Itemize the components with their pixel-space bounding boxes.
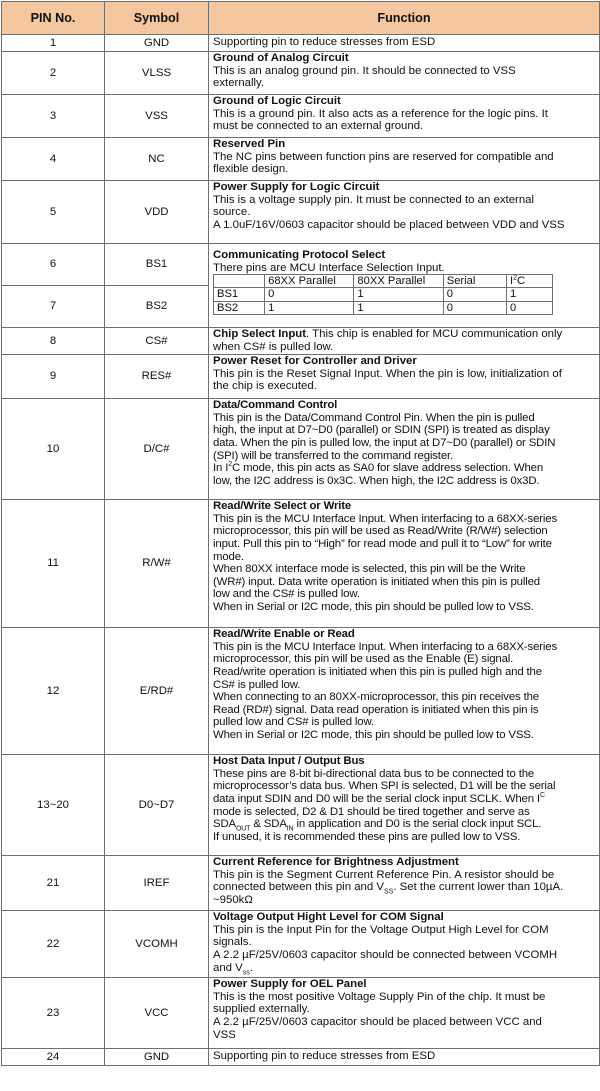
function-line: and $V_{ss}$.: [213, 961, 253, 976]
function-line: high, the input at D7~D0 (parallel) or SDIN (SPI) is treated as display: [213, 424, 550, 437]
header-pin-no: PIN No.: [2, 2, 105, 35]
function-line: pulled low and CS# is pulled low.: [213, 716, 374, 729]
pin-number: 22: [2, 911, 105, 978]
function-line: supplied externally.: [213, 1003, 310, 1016]
function-title: Read/Write Enable or Read: [213, 628, 355, 641]
function-line: Read (RD#) signal. Data read operation is initiated when this pin is: [213, 703, 539, 716]
pin-number: 23: [2, 978, 105, 1049]
pin-number: 3: [2, 95, 105, 138]
function-line: must be connected to an external ground.: [213, 120, 424, 133]
pin-number: 1: [2, 35, 105, 52]
function-line: VSS: [213, 1028, 236, 1041]
bus-select-row: [214, 288, 553, 301]
function-line: Read/write operation is initiated when this pin is pulled high and the: [213, 665, 542, 678]
table-row: [2, 138, 600, 181]
pin-number: 11: [2, 500, 105, 628]
function-title: Host Data Input / Output Bus: [213, 755, 365, 768]
pin-function: [209, 35, 600, 52]
table-row: [2, 181, 600, 244]
function-line: This is the most positive Voltage Supply Pin of the chip. It must be: [213, 990, 546, 1003]
function-title: Reserved Pin: [213, 138, 286, 150]
pin-function: [209, 328, 600, 355]
function-line: (SPI) will be transferred to the command register.: [213, 449, 454, 462]
bus-select-cell: 1: [354, 301, 443, 314]
bus-select-cell: 1: [265, 301, 354, 314]
pin-function: [209, 399, 600, 500]
function-title: Power Supply for Logic Circuit: [213, 181, 380, 193]
bus-select-cell: 1: [507, 288, 553, 301]
table-row: [2, 244, 600, 286]
pin-number: 21: [2, 856, 105, 911]
bus-select-header: $I^2C$: [507, 275, 553, 288]
function-line: microprocessor, this pin will be used as Read/Write (R/W#) selection: [213, 525, 548, 538]
function-line: microprocessor’s data bus. When SPI is selected, D1 will be the serial: [213, 780, 556, 793]
pin-function: [209, 628, 600, 755]
pin-symbol: VCC: [105, 978, 209, 1049]
function-title: Power Supply for OEL Panel: [213, 978, 367, 991]
table-row: [2, 95, 600, 138]
header-function: Function: [209, 2, 600, 35]
function-title: Current Reference for Brightness Adjustment: [213, 856, 459, 869]
pin-number: 10: [2, 399, 105, 500]
pin-symbol: D0~D7: [105, 755, 209, 856]
bus-select-cell: 0: [443, 301, 506, 314]
function-line: This pin is the MCU Interface Input. When interfacing to a 68XX-series: [213, 512, 558, 525]
table-row: [2, 328, 600, 355]
pin-function: [209, 244, 600, 328]
pin-function: [209, 355, 600, 399]
bus-select-table: [213, 274, 553, 315]
pin-function: [209, 52, 600, 95]
table-row: [2, 500, 600, 628]
function-line: This pin is the MCU Interface Input. When interfacing to a 68XX-series: [213, 640, 558, 653]
function-line: This pin is the Segment Current Reference Pin. A resistor should be: [213, 868, 555, 881]
pin-symbol: RES#: [105, 355, 209, 399]
function-line: signals.: [213, 936, 252, 949]
pin-symbol: D/C#: [105, 399, 209, 500]
function-line: This is an analog ground pin. It should be connected to VSS: [213, 64, 516, 77]
function-title: Data/Command Control: [213, 399, 338, 412]
table-row: [2, 628, 600, 755]
pin-symbol: E/RD#: [105, 628, 209, 755]
pin-function-table: [1, 1, 600, 1066]
pin-symbol: CS#: [105, 328, 209, 355]
function-line: This pin is the Reset Signal Input. When the pin is low, initialization of: [213, 367, 562, 380]
pin-function: [209, 500, 600, 628]
bus-select-cell: 0: [507, 301, 553, 314]
table-row: [2, 978, 600, 1049]
function-line: This is a ground pin. It also acts as a reference for the logic pins. It: [213, 107, 548, 120]
function-line: input. Pull this pin to “High” for read mode and pull it to “Low” for write: [213, 537, 552, 550]
function-title: Communicating Protocol Select: [213, 249, 386, 261]
bus-select-header: [214, 275, 265, 288]
pin-symbol: BS2: [105, 286, 209, 328]
function-line: A 1.0uF/16V/0603 capacitor should be placed between VDD and VSS: [213, 218, 565, 231]
function-line: when CS# is pulled low.: [213, 340, 334, 353]
pin-number: 4: [2, 138, 105, 181]
function-line: When in Serial or I2C mode, this pin should be pulled low to VSS.: [213, 600, 534, 613]
pin-number: 13~20: [2, 755, 105, 856]
function-line: source.: [213, 206, 251, 219]
table-header-row: [2, 2, 600, 35]
bus-select-header-row: [214, 275, 553, 288]
pin-number: 24: [2, 1049, 105, 1066]
function-line: When in Serial or I2C mode, this pin should be pulled low to VSS.: [213, 728, 534, 741]
function-line: data input SDIN and D0 will be the serial clock input SCLK. When $I^C$: [213, 792, 545, 805]
function-line: mode is selected, D2 & D1 should be tired together and serve as: [213, 805, 530, 818]
bus-select-cell: 1: [354, 288, 443, 301]
function-line: This pin is the Data/Command Control Pin. When the pin is pulled: [213, 411, 535, 424]
function-line: ~950kΩ: [213, 893, 253, 906]
function-line: This pin is the Input Pin for the Voltage Output High Level for COM: [213, 923, 549, 936]
function-line: These pins are 8-bit bi-directional data bus to be connected to the: [213, 767, 535, 780]
pin-symbol: R/W#: [105, 500, 209, 628]
pin-number: 5: [2, 181, 105, 244]
bus-select-cell: 0: [265, 288, 354, 301]
pin-symbol: VDD: [105, 181, 209, 244]
function-line: A 2.2 µF/25V/0603 capacitor should be connected between VCOMH: [213, 948, 558, 961]
function-line: $SDA_{OUT}$ & $SDA_{IN}$ in application and D0 is the serial clock input SCL.: [213, 818, 542, 833]
function-line: microprocessor, this pin will be used as the Enable (E) signal.: [213, 653, 514, 666]
function-title: Power Reset for Controller and Driver: [213, 355, 417, 368]
pin-symbol: GND: [105, 1049, 209, 1066]
pin-function: [209, 181, 600, 244]
function-line: Supporting pin to reduce stresses from ESD: [213, 1050, 436, 1063]
pin-function: [209, 978, 600, 1049]
function-line: (WR#) input. Data write operation is initiated when this pin is pulled: [213, 575, 540, 588]
table-row: [2, 399, 600, 500]
function-title: Voltage Output Hight Level for COM Signal: [213, 911, 444, 924]
pin-function: [209, 856, 600, 911]
function-line: There pins are MCU Interface Selection Input.: [213, 261, 445, 274]
bus-select-cell: BS2: [214, 301, 265, 314]
function-line: externally.: [213, 77, 265, 90]
table-row: [2, 35, 600, 52]
pin-number: 2: [2, 52, 105, 95]
function-title: Ground of Logic Circuit: [213, 95, 341, 107]
pin-number: 7: [2, 286, 105, 328]
pin-function: [209, 138, 600, 181]
pin-function: [209, 755, 600, 856]
function-line: flexible design.: [213, 163, 289, 176]
function-line: A 2.2 µF/25V/0603 capacitor should be placed between VCC and: [213, 1015, 542, 1028]
pin-symbol: NC: [105, 138, 209, 181]
pin-symbol: VCOMH: [105, 911, 209, 978]
bus-select-cell: BS1: [214, 288, 265, 301]
bus-select-row: [214, 301, 553, 314]
function-line: the chip is executed.: [213, 380, 317, 393]
function-line: data. When the pin is pulled low, the input at D7~D0 (parallel) or SDIN: [213, 436, 556, 449]
header-symbol: Symbol: [105, 2, 209, 35]
pin-function: [209, 95, 600, 138]
function-line: CS# is pulled low.: [213, 678, 301, 691]
pin-number: 6: [2, 244, 105, 286]
pin-function: [209, 911, 600, 978]
table-row: [2, 1049, 600, 1066]
function-line: low, the I2C address is 0x3C. When high, the I2C address is 0x3D.: [213, 474, 540, 487]
function-title: Chip Select Input: [213, 328, 307, 340]
bus-select-header: 68XX Parallel: [265, 275, 354, 288]
pin-number: 8: [2, 328, 105, 355]
function-line: The NC pins between function pins are reserved for compatible and: [213, 150, 554, 163]
function-line: Chip Select Input. This chip is enabled for MCU communication only: [213, 328, 563, 340]
function-line: low and the CS# is pulled low.: [213, 588, 360, 601]
bus-select-header: Serial: [443, 275, 506, 288]
pin-function: [209, 1049, 600, 1066]
function-line: If unused, it is recommended these pins are pulled low to VSS.: [213, 830, 521, 843]
pin-number: 9: [2, 355, 105, 399]
table-row: [2, 856, 600, 911]
function-line: mode.: [213, 550, 244, 563]
table-row: [2, 911, 600, 978]
pin-symbol: VSS: [105, 95, 209, 138]
function-title: Read/Write Select or Write: [213, 500, 352, 513]
function-title: Ground of Analog Circuit: [213, 52, 349, 64]
function-line: Supporting pin to reduce stresses from ESD: [213, 36, 436, 49]
function-line: When 80XX interface mode is selected, this pin will be the Write: [213, 563, 526, 576]
table-row: [2, 355, 600, 399]
bus-select-header: 80XX Parallel: [354, 275, 443, 288]
pin-symbol: GND: [105, 35, 209, 52]
pin-symbol: IREF: [105, 856, 209, 911]
table-row: [2, 755, 600, 856]
function-line: In $I^2C$ mode, this pin acts as SA0 for slave address selection. When: [213, 461, 544, 475]
table-row: [2, 52, 600, 95]
pin-symbol: VLSS: [105, 52, 209, 95]
pin-symbol: BS1: [105, 244, 209, 286]
function-line: When connecting to an 80XX-microprocessor, this pin receives the: [213, 691, 539, 704]
function-line: This is a voltage supply pin. It must be connected to an external: [213, 193, 535, 206]
bus-select-cell: 0: [443, 288, 506, 301]
function-line: connected between this pin and $V_{SS}$. Set the current lower than 10µA.: [213, 881, 564, 896]
pin-number: 12: [2, 628, 105, 755]
